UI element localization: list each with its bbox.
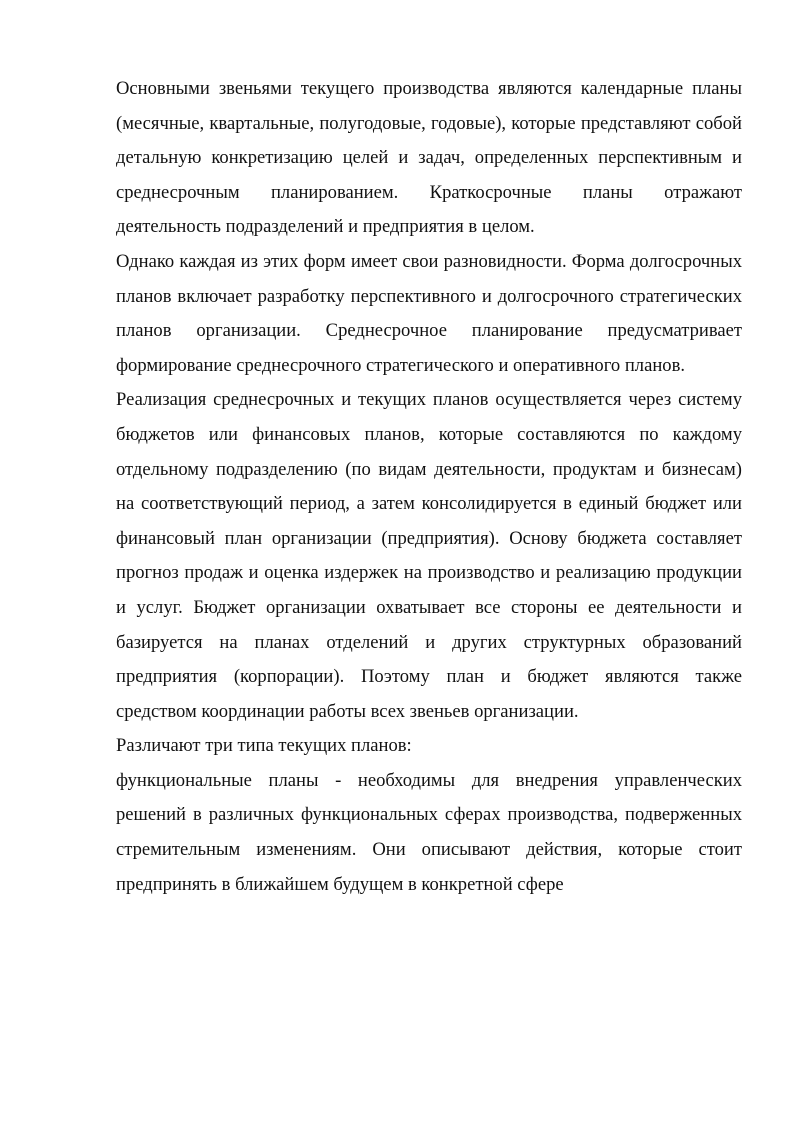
paragraph-5: функциональные планы - необходимы для внедрения управленческих решений в различных функциональных сферах производства, подверженных стремительным изменениям. Они описывают действия, которые стоит предпринять в ближайшем будущем в конкретной сфере [116,769,742,895]
paragraph-1: Основными звеньями текущего производства являются календарные планы (месячные, квартальные, полугодовые, годовые), которые представляют собой детальную конкретизацию целей и задач, определенных перспективным и среднесрочным планированием. Краткосрочные планы отражают деятельность подразделений и предприятия в целом. [116,78,742,238]
document-body [116,72,742,902]
paragraph-3: Реализация среднесрочных и текущих планов осуществляется через систему бюджетов или финансовых планов, которые составляются по каждому отдельному подразделению (по видам деятельности, продуктам и бизнесам) на соответствующий период, а затем консолидируется в единый бюджет или финансовый план организации (предприятия). Основу бюджета составляет прогноз продаж и оценка издержек на производство и реализацию продукции и услуг. Бюджет организации охватывает все стороны ее деятельности и базируется на планах отделений и других структурных образований предприятия (корпорации). Поэтому план и бюджет являются также средством координации работы всех звеньев организации. [116,389,742,722]
paragraph-4: Различают три типа текущих планов: [116,735,412,757]
paragraph-2: Однако каждая из этих форм имеет свои разновидности. Форма долгосрочных планов включает разработку перспективного и долгосрочного стратегических планов организации. Среднесрочное планирование предусматривает формирование среднесрочного стратегического и оперативного планов. [116,250,742,376]
